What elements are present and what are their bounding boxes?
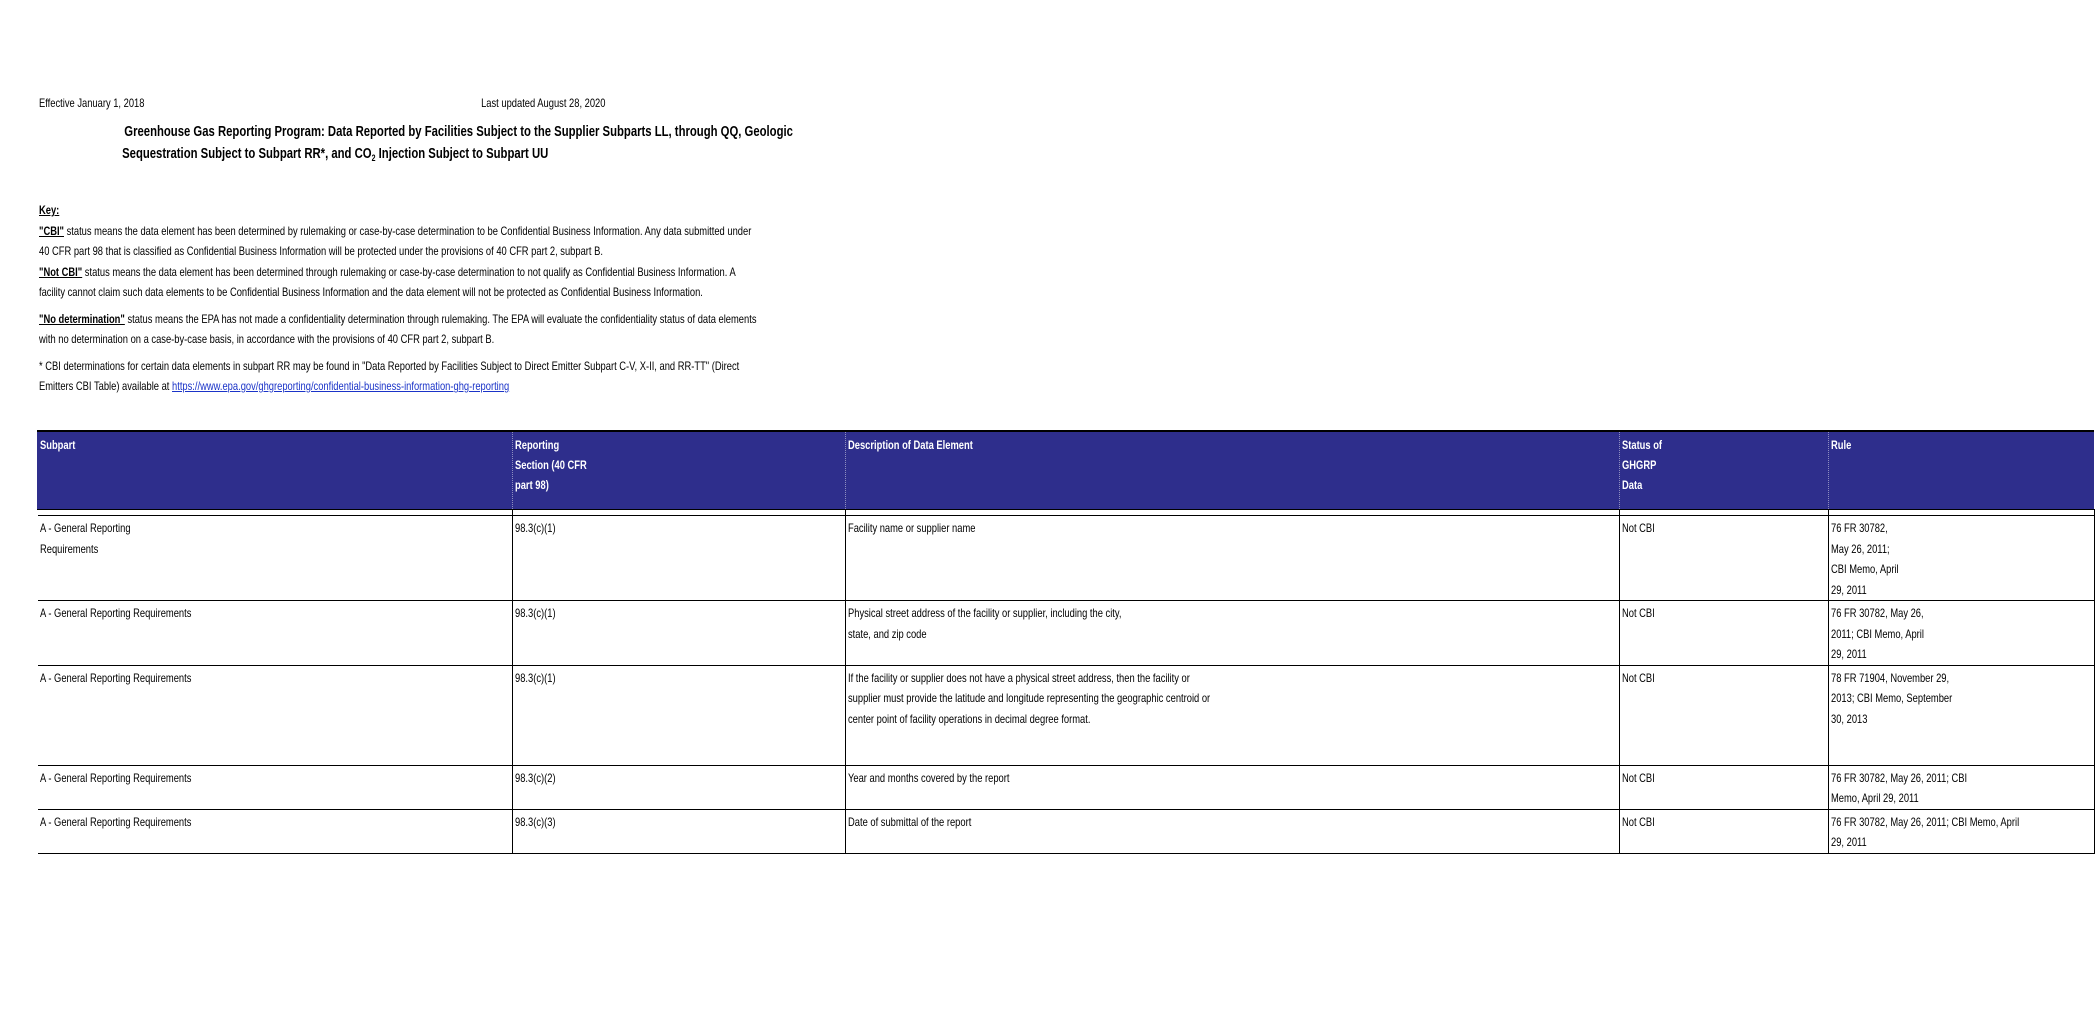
title-line-1: Greenhouse Gas Reporting Program: Data Reported by Facilities Subject to the Supplier Subparts LL, through QQ, Geologic xyxy=(124,124,793,140)
table-row xyxy=(38,809,2095,853)
note-line-2: Emitters CBI Table) available at https://www.epa.gov/ghgreporting/confidential-business-information-ghg-reporting xyxy=(39,379,510,393)
table-row xyxy=(38,516,2095,601)
cell-rule: 76 FR 30782, May 26, 2011; CBI Memo, April 29, 2011 xyxy=(1829,516,2094,601)
cell-status: Not CBI xyxy=(1620,516,1829,601)
cbi-reporting-link[interactable]: https://www.epa.gov/ghgreporting/confidential-business-information-ghg-reporting xyxy=(172,379,510,393)
cell-subpart: A - General Reporting Requirements xyxy=(38,809,513,853)
title-line-2: Sequestration Subject to Subpart RR*, and $CO_2$ Injection Subject to Subpart UU xyxy=(121,146,549,163)
nodet-definition-line-2: with no determination on a case-by-case basis, in accordance with the provisions of 40 CFR part 2, subpart B. xyxy=(39,332,495,346)
note-line-1: * CBI determinations for certain data elements in subpart RR may be found in "Data Reported by Facilities Subject to Direct Emitter Subpart C-V, X-II, and RR-TT" (Direct xyxy=(39,358,740,373)
cell-description: Year and months covered by the report xyxy=(846,765,1620,809)
cell-description: Physical street address of the facility or supplier, including the city, state, and zip code xyxy=(846,601,1620,666)
page-title xyxy=(30,121,793,169)
notcbi-definition-line-2: facility cannot claim such data elements to be Confidential Business Information and the data element will not be protected as Confidential Business Information. xyxy=(39,285,703,299)
cell-status: Not CBI xyxy=(1620,601,1829,666)
col-header-reporting-section: Reporting Section (40 CFR part 98) xyxy=(513,431,846,510)
cell-subpart: A - General Reporting Requirements xyxy=(38,516,513,601)
key-section xyxy=(39,200,757,397)
table-row xyxy=(38,765,2095,809)
cbi-data-table xyxy=(37,430,2095,854)
col-header-rule: Rule xyxy=(1829,431,2094,510)
cell-section: 98.3(c)(3) xyxy=(513,809,846,853)
notcbi-definition-line-1: "Not CBI" status means the data element has been determined through rulemaking or case-by-case determination to not qualify as Confidential Business Information. A xyxy=(39,264,736,279)
cell-description: Facility name or supplier name xyxy=(846,516,1620,601)
table-header-row xyxy=(38,431,2095,510)
cell-section: 98.3(c)(2) xyxy=(513,765,846,809)
cell-description: Date of submittal of the report xyxy=(846,809,1620,853)
col-header-status: Status of GHGRP Data xyxy=(1620,431,1829,510)
cell-status: Not CBI xyxy=(1620,809,1829,853)
key-heading: Key: xyxy=(39,203,60,217)
cell-rule: 76 FR 30782, May 26, 2011; CBI Memo, April 29, 2011 xyxy=(1829,809,2094,853)
effective-date: Effective January 1, 2018 xyxy=(39,96,145,110)
nodet-definition-line-1: "No determination" status means the EPA has not made a confidentiality determination through rulemaking. The EPA will evaluate the confidentiality status of data elements xyxy=(39,311,757,326)
table-row xyxy=(38,665,2095,765)
col-header-description: Description of Data Element xyxy=(846,431,1620,510)
cell-section: 98.3(c)(1) xyxy=(513,601,846,666)
cell-subpart: A - General Reporting Requirements xyxy=(38,601,513,666)
cell-rule: 76 FR 30782, May 26, 2011; CBI Memo, April 29, 2011 xyxy=(1829,765,2094,809)
cell-section: 98.3(c)(1) xyxy=(513,665,846,765)
last-updated-date: Last updated August 28, 2020 xyxy=(480,96,605,110)
col-header-subpart: Subpart xyxy=(38,431,513,510)
cell-status: Not CBI xyxy=(1620,665,1829,765)
cell-subpart: A - General Reporting Requirements xyxy=(38,765,513,809)
cell-section: 98.3(c)(1) xyxy=(513,516,846,601)
header-line xyxy=(39,96,605,110)
cell-description: If the facility or supplier does not have a physical street address, then the facility or supplier must provide the latitude and longitude representing the geographic centroid or center point of facility operations in decimal degree format. xyxy=(846,665,1620,765)
cell-rule: 78 FR 71904, November 29, 2013; CBI Memo, September 30, 2013 xyxy=(1829,665,2094,765)
table-row xyxy=(38,601,2095,666)
cell-status: Not CBI xyxy=(1620,765,1829,809)
cell-subpart: A - General Reporting Requirements xyxy=(38,665,513,765)
cbi-definition-line-2: 40 CFR part 98 that is classified as Confidential Business Information will be protected under the provisions of 40 CFR part 2, subpart B. xyxy=(39,244,603,258)
cell-rule: 76 FR 30782, May 26, 2011; CBI Memo, April 29, 2011 xyxy=(1829,601,2094,666)
cbi-definition-line-1: "CBI" status means the data element has been determined by rulemaking or case-by-case determination to be Confidential Business Information. Any data submitted under xyxy=(39,223,752,238)
